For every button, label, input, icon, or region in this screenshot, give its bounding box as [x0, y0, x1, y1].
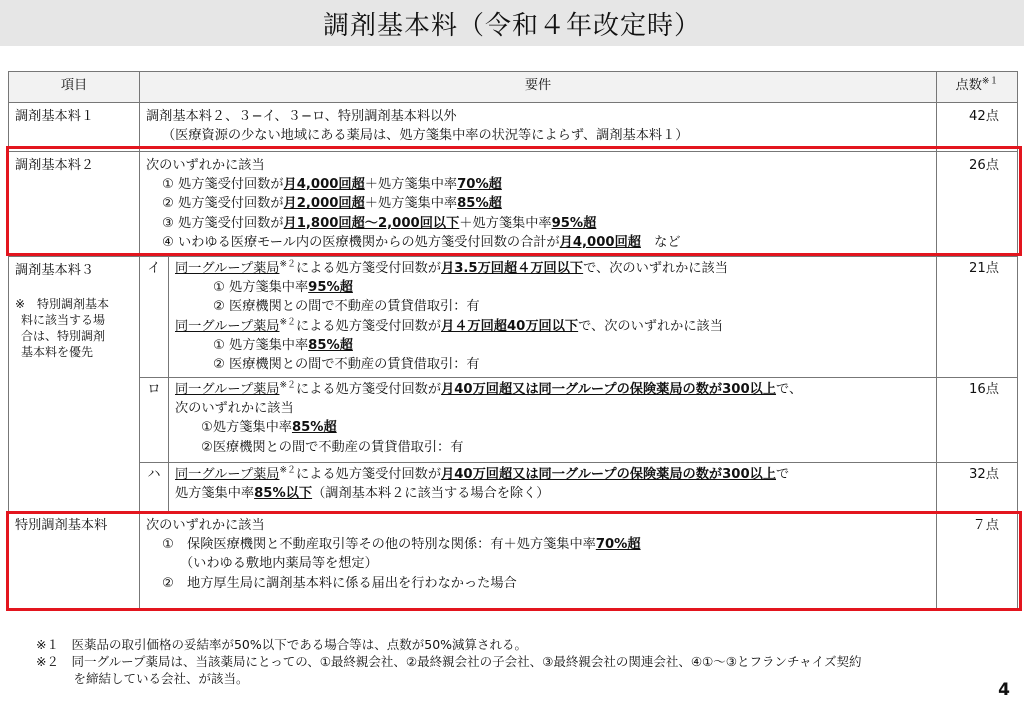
- sub-label-ro: ロ: [140, 378, 169, 463]
- item-tokubetsu: 特別調剤基本料: [9, 512, 140, 610]
- points-kihon3-i: 21点: [937, 257, 1018, 378]
- requirement-kihon3-i: 同一グループ薬局$^{※2}$による処方箋受付回数が月3.5万回超４万回以下で、次のいずれかに該当 ① 処方箋集中率95%超 ② 医療機関との間で不動産の賃貸借取引：有 同一グループ薬局$^{※2}$による処方箋受付回数が月４万回超40万回以下で、次のいずれかに該当 ① 処方箋集中率85%超 ② 医療機関との間で不動産の賃貸借取引：有: [169, 257, 937, 378]
- table-row: [9, 512, 1018, 610]
- table-header-row: [9, 72, 1018, 103]
- requirement-kihon1: 調剤基本料２、３−イ、３−ロ、特別調剤基本料以外 （医療資源の少ない地域にある薬局は、処方箋集中率の状況等によらず、調剤基本料１）: [140, 103, 937, 152]
- requirement-kihon3-ro: 同一グループ薬局$^{※2}$による処方箋受付回数が月40万回超又は同一グループの保険薬局の数が300以上で、 次のいずれかに該当 ①処方箋集中率85%超 ②医療機関との間で不動産の賃貸借取引：有: [169, 378, 937, 463]
- header-points: 点数$^{※1}$: [937, 72, 1018, 103]
- item-kihon3: 調剤基本料３ ※ 特別調剤基本 料に該当する場 合は、特別調剤 基本料を優先: [9, 257, 140, 512]
- footnotes: [36, 636, 996, 687]
- page-title: 調剤基本料（令和４年改定時）: [322, 10, 701, 41]
- table-row: [9, 152, 1018, 257]
- item-kihon1: 調剤基本料１: [9, 103, 140, 152]
- footnote-2-cont: を締結している会社、が該当。: [36, 671, 249, 686]
- table-row: [9, 103, 1018, 152]
- points-kihon2: 26点: [937, 152, 1018, 257]
- sub-label-ha: ハ: [140, 463, 169, 512]
- table-row: [9, 463, 1018, 512]
- fee-table: [8, 71, 1018, 610]
- table-row: [9, 378, 1018, 463]
- points-tokubetsu: ７点: [937, 512, 1018, 610]
- footnote-2: ※２ 同一グループ薬局は、当該薬局にとっての、①最終親会社、②最終親会社の子会社、③最終親会社の関連会社、④①〜③とフランチャイズ契約: [36, 654, 862, 669]
- points-kihon1: 42点: [937, 103, 1018, 152]
- requirement-tokubetsu: 次のいずれかに該当 ① 保険医療機関と不動産取引等その他の特別な関係：有＋処方箋集中率70%超 （いわゆる敷地内薬局等を想定） ② 地方厚生局に調剤基本料に係る届出を行わなかった場合: [140, 512, 937, 610]
- title-bar: [0, 0, 1024, 46]
- sub-label-i: イ: [140, 257, 169, 378]
- item-kihon2: 調剤基本料２: [9, 152, 140, 257]
- header-item: 項目: [9, 72, 140, 103]
- footnote-1: ※１ 医薬品の取引価格の妥結率が50%以下である場合等は、点数が50%減算される。: [36, 637, 528, 652]
- points-kihon3-ro: 16点: [937, 378, 1018, 463]
- table-row: [9, 257, 1018, 378]
- header-requirement: 要件: [140, 72, 937, 103]
- requirement-kihon3-ha: 同一グループ薬局$^{※2}$による処方箋受付回数が月40万回超又は同一グループの保険薬局の数が300以上で 処方箋集中率85%以下（調剤基本料２に該当する場合を除く）: [169, 463, 937, 512]
- requirement-kihon2: 次のいずれかに該当 ① 処方箋受付回数が月4,000回超＋処方箋集中率70%超 ② 処方箋受付回数が月2,000回超＋処方箋集中率85%超 ③ 処方箋受付回数が月1,800回超〜2,000回以下＋処方箋集中率95%超 ④ いわゆる医療モール内の医療機関からの処方箋受付回数の合計が月4,000回超 など: [140, 152, 937, 257]
- points-kihon3-ha: 32点: [937, 463, 1018, 512]
- kihon3-note: ※ 特別調剤基本 料に該当する場 合は、特別調剤 基本料を優先: [15, 297, 110, 360]
- page-number: 4: [998, 680, 1010, 700]
